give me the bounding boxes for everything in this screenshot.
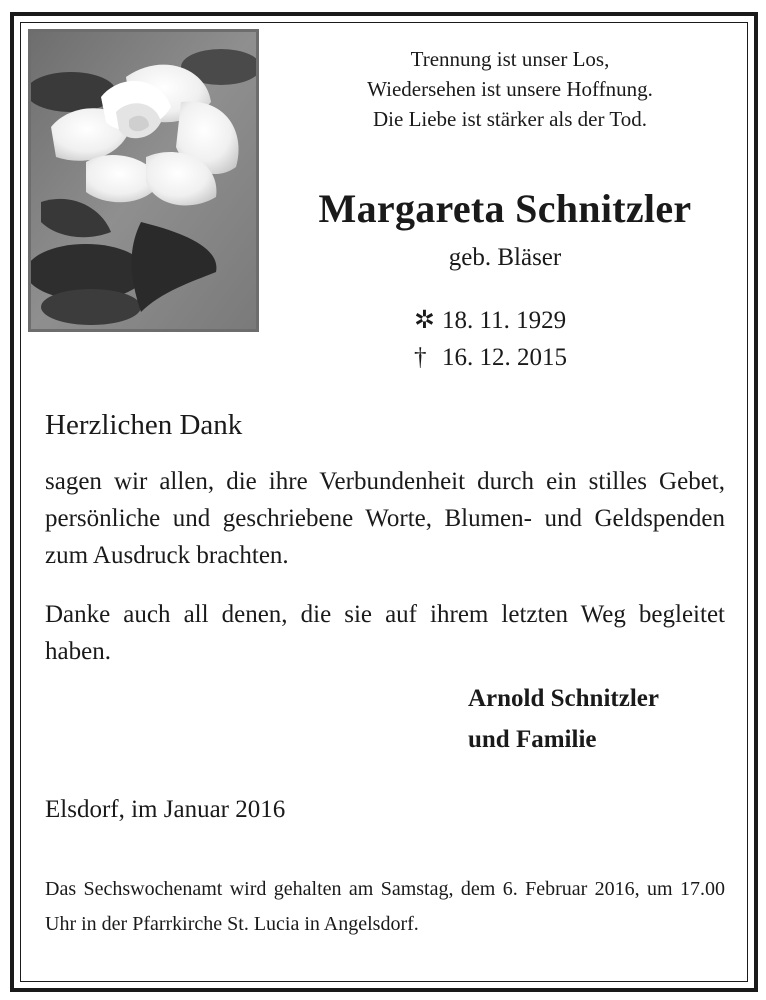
place-and-date: Elsdorf, im Januar 2016	[45, 796, 286, 823]
deceased-name: Margareta Schnitzler	[318, 186, 692, 231]
death-row	[414, 339, 567, 376]
life-dates	[414, 302, 567, 376]
service-notice: Das Sechswochenamt wird gehalten am Samstag, dem 6. Februar 2016, um 17.00 Uhr in der Pfarrkirche St. Lucia in Angelsdorf.	[45, 878, 725, 935]
death-date: 16. 12. 2015	[442, 344, 567, 371]
rose-illustration	[31, 32, 256, 329]
birth-star-icon: ✲	[414, 307, 435, 334]
quote-line-1: Trennung ist unser Los,	[410, 47, 610, 71]
thanks-paragraph-2: Danke auch all denen, die sie auf ihrem letzten Weg begleitet haben.	[45, 601, 725, 665]
memorial-quote	[290, 44, 730, 134]
white-rose-photo	[28, 29, 259, 332]
maiden-name: geb. Bläser	[448, 244, 562, 271]
quote-line-3: Die Liebe ist stärker als der Tod.	[373, 107, 647, 131]
signature	[468, 678, 659, 760]
quote-line-2: Wiedersehen ist unsere Hoffnung.	[367, 77, 653, 101]
thanks-paragraph-1: sagen wir allen, die ihre Verbundenheit durch ein stilles Gebet, persönliche und geschriebene Worte, Blumen- und Geldspenden zum Ausdruck brachten.	[45, 468, 725, 569]
thanks-heading: Herzlichen Dank	[45, 409, 243, 441]
signature-line-2: und Familie	[468, 726, 597, 753]
death-cross-icon: †	[414, 344, 427, 371]
birth-date: 18. 11. 1929	[442, 307, 567, 334]
signature-line-1: Arnold Schnitzler	[468, 685, 659, 712]
birth-row	[414, 302, 567, 339]
